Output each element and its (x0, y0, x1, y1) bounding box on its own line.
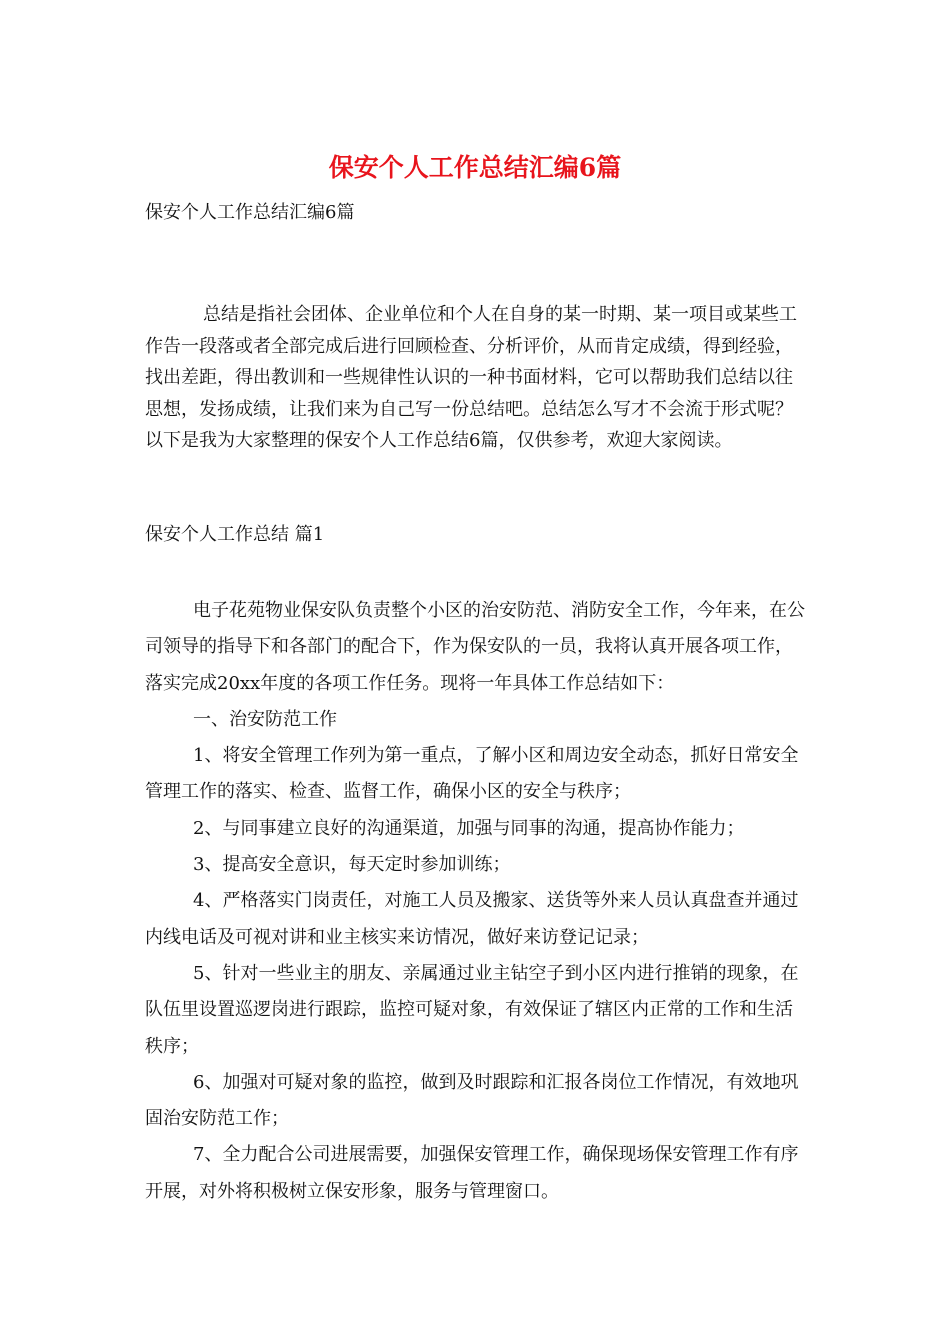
list-item: 3、提高安全意识，每天定时参加训练； (193, 854, 511, 876)
list-item: 1、将安全管理工作列为第一重点，了解小区和周边安全动态，抓好日常安全管理工作的落实、检查、监督工作，确保小区的安全与秩序； (145, 745, 799, 803)
list-item: 5、针对一些业主的朋友、亲属通过业主钻空子到小区内进行推销的现象，在队伍里设置巡逻岗进行跟踪，监控可疑对象，有效保证了辖区内正常的工作和生活秩序； (145, 962, 799, 1057)
body-paragraph: 电子花苑物业保安队负责整个小区的治安防范、消防安全工作，今年来，在公司领导的指导下和各部门的配合下，作为保安队的一员，我将认真开展各项工作，落实完成20xx年度的各项工作任务。现将一年具体工作总结如下： (145, 600, 805, 694)
document-title: 保安个人工作总结汇编6篇 (328, 153, 622, 182)
list-item: 7、全力配合公司进展需要，加强保安管理工作，确保现场保安管理工作有序开展，对外将积极树立保安形象，服务与管理窗口。 (145, 1144, 799, 1202)
subheading-security: 一、治安防范工作 (193, 708, 337, 730)
list-item: 2、与同事建立良好的沟通渠道，加强与同事的沟通，提高协作能力； (193, 817, 745, 839)
list-item: 4、严格落实门岗责任，对施工人员及搬家、送货等外来人员认真盘查并通过内线电话及可视对讲和业主核实来访情况，做好来访登记记录； (145, 890, 799, 948)
section-body (145, 593, 805, 1210)
intro-paragraph: 总结是指社会团体、企业单位和个人在自身的某一时期、某一项目或某些工作告一段落或者全部完成后进行回顾检查、分析评价，从而肯定成绩，得到经验，找出差距，得出教训和一些规律性认识的一种书面材料，它可以帮助我们总结以往思想，发扬成绩，让我们来为自己写一份总结吧。总结怎么写才不会流于形式呢？以下是我为大家整理的保安个人工作总结6篇，仅供参考，欢迎大家阅读。 (145, 304, 797, 451)
section-heading: 保安个人工作总结 篇1 (145, 524, 325, 545)
list-item: 6、加强对可疑对象的监控，做到及时跟踪和汇报各岗位工作情况，有效地巩固治安防范工作； (145, 1071, 799, 1130)
document-subtitle: 保安个人工作总结汇编6篇 (145, 202, 355, 223)
